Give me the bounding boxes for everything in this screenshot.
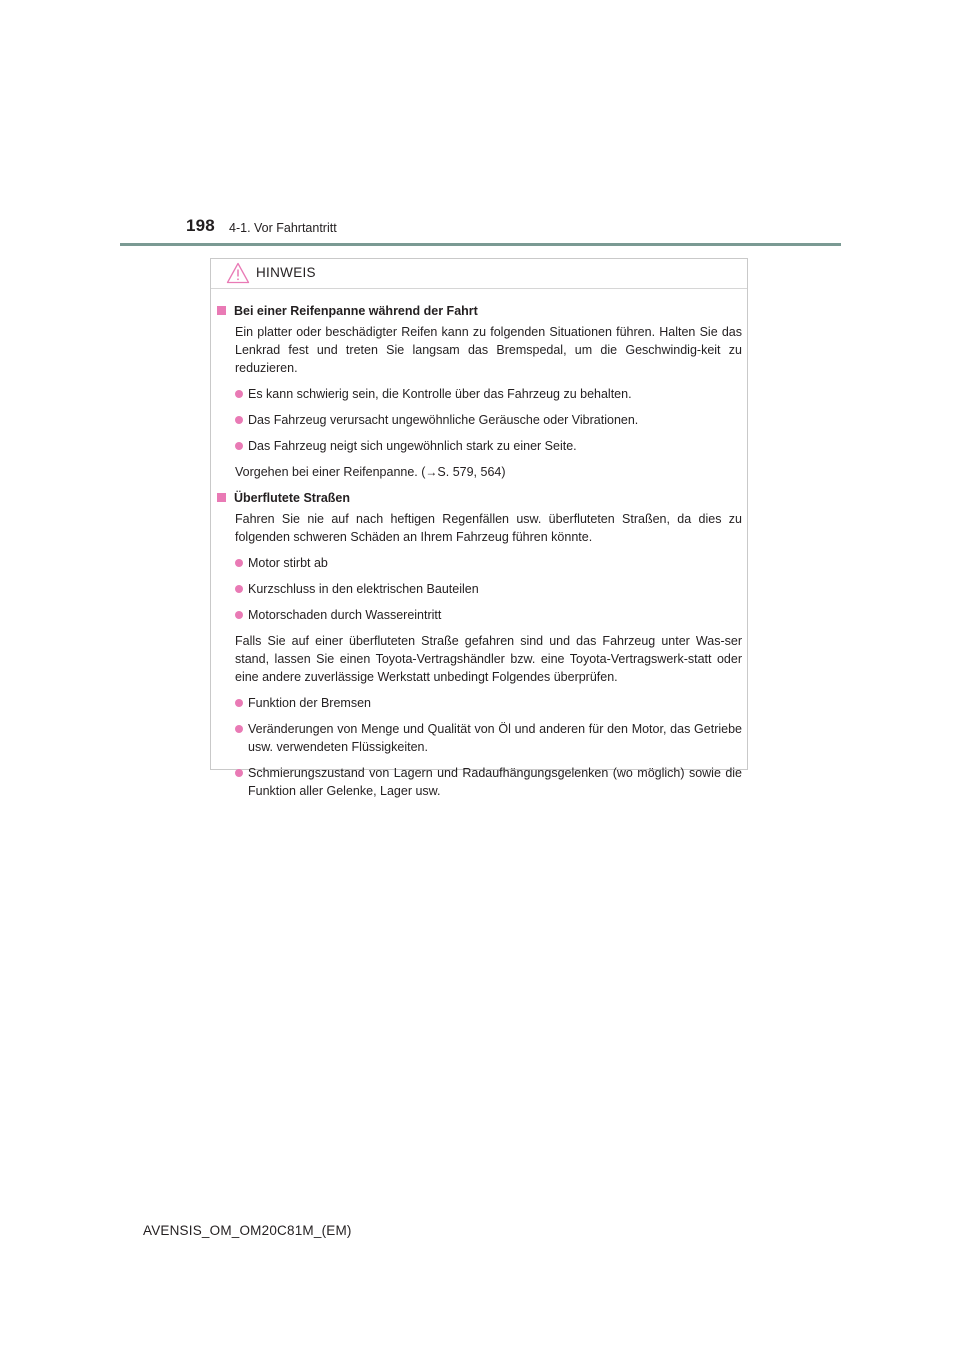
notice-title: HINWEIS (256, 265, 316, 280)
list-item-text: Schmierungszustand von Lagern und Radaufhängungsgelenken (wo möglich) sowie die Funktion aller Gelenke, Lager usw. (248, 766, 742, 798)
round-bullet-icon (235, 611, 243, 619)
round-bullet-icon (235, 725, 243, 733)
round-bullet-icon (235, 442, 243, 450)
warning-triangle-icon (226, 262, 250, 284)
document-code: AVENSIS_OM_OM20C81M_(EM) (143, 1223, 352, 1238)
list-item-text: Es kann schwierig sein, die Kontrolle über das Fahrzeug zu behalten. (248, 387, 632, 401)
square-bullet-icon (217, 306, 226, 315)
list-item-text: Das Fahrzeug verursacht ungewöhnliche Geräusche oder Vibrationen. (248, 413, 639, 427)
list-item-text: Das Fahrzeug neigt sich ungewöhnlich stark zu einer Seite. (248, 439, 577, 453)
round-bullet-icon (235, 769, 243, 777)
list-item-text: Motor stirbt ab (248, 556, 328, 570)
list-item-text: Veränderungen von Menge und Qualität von Öl und anderen für den Motor, das Getriebe usw. verwendeten Flüssigkeiten. (248, 722, 742, 754)
section-heading (216, 489, 742, 507)
reference-prefix: Vorgehen bei einer Reifenpanne. ( (235, 465, 426, 479)
arrow-right-icon: → (425, 465, 438, 479)
list-item (235, 694, 742, 712)
round-bullet-icon (235, 699, 243, 707)
section-title: 4-1. Vor Fahrtantritt (229, 221, 337, 235)
round-bullet-icon (235, 585, 243, 593)
list-item (235, 411, 742, 429)
paragraph: Fahren Sie nie auf nach heftigen Regenfällen usw. überfluteten Straßen, da dies zu folgenden schweren Schäden an Ihrem Fahrzeug führen könnte. (235, 512, 742, 544)
list-item (235, 554, 742, 572)
page-number: 198 (186, 216, 215, 235)
list-item-text: Funktion der Bremsen (248, 696, 371, 710)
list-item (235, 606, 742, 624)
notice-box (210, 258, 748, 798)
list-item-text: Motorschaden durch Wassereintritt (248, 608, 442, 622)
round-bullet-icon (235, 390, 243, 398)
section-heading-text: Bei einer Reifenpanne während der Fahrt (234, 304, 478, 318)
list-item-text: Kurzschluss in den elektrischen Bauteilen (248, 582, 479, 596)
list-item (235, 385, 742, 403)
section-heading-text: Überflutete Straßen (234, 491, 350, 505)
paragraph: Ein platter oder beschädigter Reifen kann zu folgenden Situationen führen. Halten Sie das Lenkrad fest und treten Sie langsam das Bremspedal, um die Geschwindig-keit zu reduzieren. (235, 325, 742, 375)
reference-pages: S. 579, 564) (437, 465, 506, 479)
round-bullet-icon (235, 559, 243, 567)
header-rule (120, 243, 841, 246)
notice-body (211, 289, 747, 800)
section-heading (216, 302, 742, 320)
list-item (235, 437, 742, 455)
list-item (235, 764, 742, 800)
list-item (235, 720, 742, 756)
paragraph: Falls Sie auf einer überfluteten Straße gefahren sind und das Fahrzeug unter Was-ser stand, lassen Sie einen Toyota-Vertragshändler bzw. eine Toyota-Vertragswerk-statt oder eine andere zuverlässige Werkstatt unbedingt Folgendes überprüfen. (235, 634, 742, 684)
page-reference (235, 463, 742, 481)
notice-header (211, 259, 747, 289)
round-bullet-icon (235, 416, 243, 424)
list-item (235, 580, 742, 598)
square-bullet-icon (217, 493, 226, 502)
